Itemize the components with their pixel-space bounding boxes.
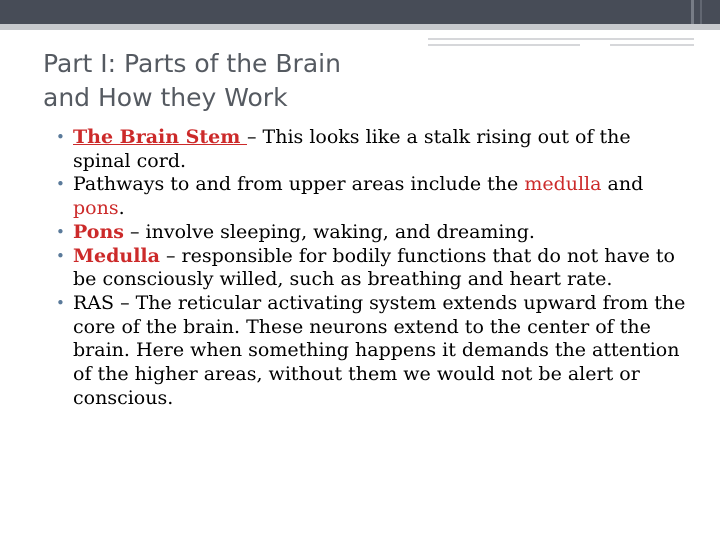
bullet-list: [50, 126, 690, 410]
decorative-rule: [610, 44, 694, 46]
term-brain-stem: The Brain Stem: [73, 126, 247, 148]
term-pons-heading: Pons: [73, 220, 124, 243]
bullet-item-medulla: [50, 245, 690, 292]
term-medulla: medulla: [524, 173, 602, 196]
bullet-icon: •: [56, 175, 65, 194]
bullet-icon: •: [56, 293, 65, 312]
bullet-text: – involve sleeping, waking, and dreaming.: [123, 220, 535, 243]
decorative-rule: [428, 44, 580, 46]
bullet-text: – This looks like a stalk rising out of the spinal cord.: [73, 126, 631, 172]
bullet-item-pons: [50, 221, 690, 245]
slide-title-line-2: and How they Work: [43, 83, 288, 112]
bullet-icon: •: [56, 222, 65, 241]
bullet-text: RAS – The reticular activating system extends upward from the core of the brain. These neurons extend to the center of the brain. Here when something happens it demands the attention of the higher areas, without them we would not be alert or conscious.: [73, 291, 686, 409]
slide-title-line-1: Part I: Parts of the Brain: [43, 49, 341, 78]
top-accent-strip: [0, 24, 720, 30]
term-pons: pons: [73, 197, 119, 220]
top-bar-segment: [700, 0, 702, 24]
bullet-icon: •: [56, 246, 65, 265]
bullet-text: Pathways to and from upper areas include the: [73, 173, 525, 196]
bullet-item-brain-stem: [50, 126, 690, 173]
decorative-rule: [428, 38, 694, 40]
top-bar-segment: [691, 0, 694, 24]
bullet-item-pathways: [50, 173, 690, 220]
slide-title: [43, 47, 443, 115]
bullet-text: – responsible for bodily functions that do not have to be consciously willed, such as breathing and heart rate.: [73, 244, 675, 291]
bullet-text: .: [118, 197, 125, 220]
term-medulla-heading: Medulla: [73, 244, 160, 267]
bullet-text: and: [601, 173, 644, 196]
bullet-item-ras: [50, 292, 690, 411]
top-accent-bar: [0, 0, 720, 24]
bullet-icon: •: [56, 128, 65, 146]
